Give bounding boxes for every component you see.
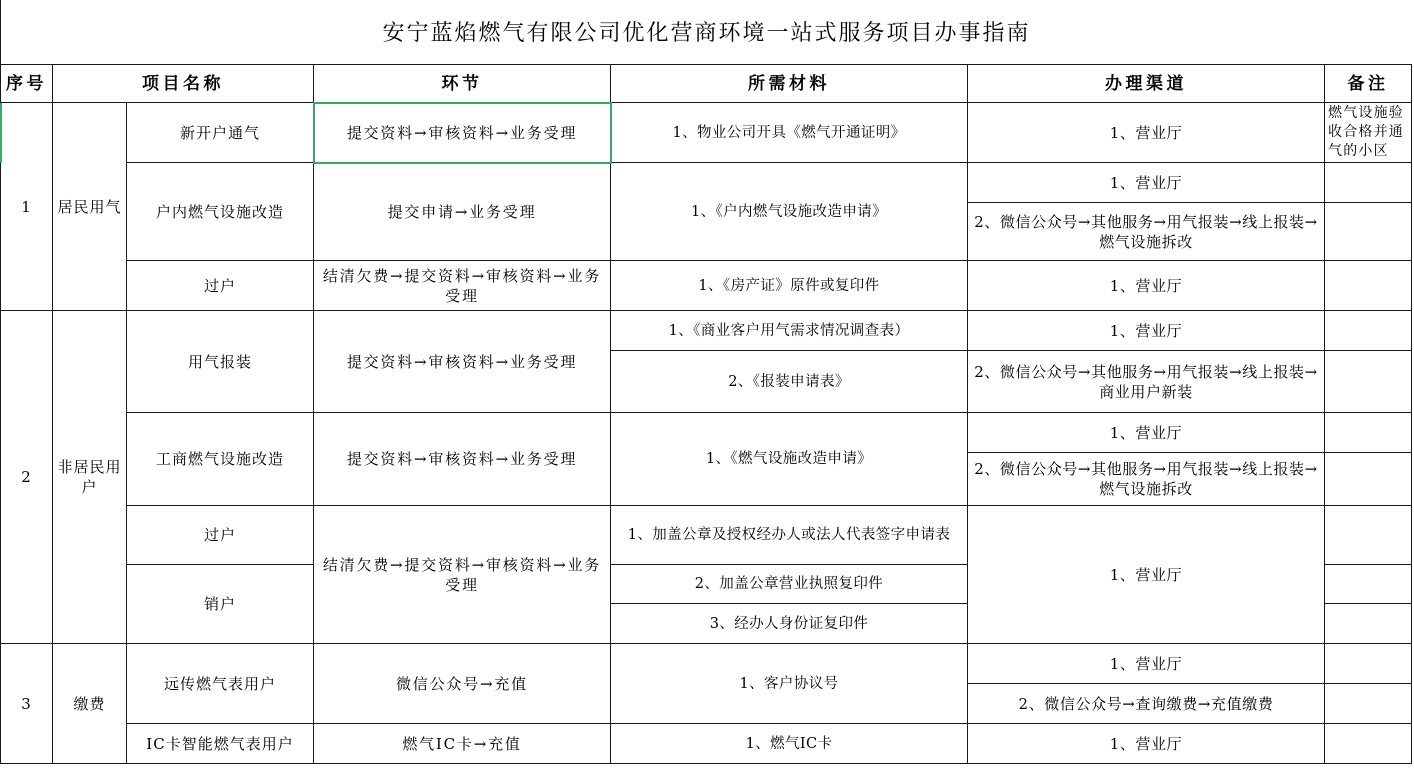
item-name-cell[interactable]: 过户 bbox=[127, 261, 314, 311]
item-remark-cell[interactable] bbox=[1325, 453, 1412, 506]
item-materials-cell[interactable]: 1、《商业客户用气需求情况调查表） bbox=[611, 311, 968, 351]
item-remark-cell[interactable] bbox=[1325, 684, 1412, 724]
item-name-cell[interactable]: 户内燃气设施改造 bbox=[127, 163, 314, 261]
item-channel-cell[interactable]: 1、营业厅 bbox=[968, 261, 1325, 311]
item-channel-cell[interactable]: 1、营业厅 bbox=[968, 163, 1325, 203]
header-channel[interactable]: 办理渠道 bbox=[968, 64, 1325, 103]
item-name-cell[interactable]: 远传燃气表用户 bbox=[127, 644, 314, 724]
item-channel-cell[interactable]: 1、营业厅 bbox=[968, 506, 1325, 644]
header-project-name[interactable]: 项目名称 bbox=[53, 64, 314, 103]
item-materials-cell[interactable]: 1、加盖公章及授权经办人或法人代表签字申请表 bbox=[611, 506, 968, 565]
item-materials-cell[interactable]: 1、《房产证》原件或复印件 bbox=[611, 261, 968, 311]
item-channel-cell[interactable]: 2、微信公众号→查询缴费→充值缴费 bbox=[968, 684, 1325, 724]
item-channel-cell[interactable]: 1、营业厅 bbox=[968, 724, 1325, 764]
item-remark-cell[interactable] bbox=[1325, 351, 1412, 413]
item-remark-cell[interactable] bbox=[1325, 644, 1412, 684]
item-remark-cell[interactable] bbox=[1325, 203, 1412, 261]
title-cell[interactable]: 安宁蓝焰燃气有限公司优化营商环境一站式服务项目办事指南 bbox=[0, 0, 1412, 64]
item-channel-cell[interactable]: 1、营业厅 bbox=[968, 103, 1325, 163]
item-channel-cell[interactable]: 1、营业厅 bbox=[968, 413, 1325, 453]
item-materials-cell[interactable]: 3、经办人身份证复印件 bbox=[611, 604, 968, 644]
item-name-cell[interactable]: 销户 bbox=[127, 565, 314, 644]
header-materials[interactable]: 所需材料 bbox=[611, 64, 968, 103]
group-category-cell[interactable]: 缴费 bbox=[53, 644, 127, 764]
header-remark[interactable]: 备注 bbox=[1325, 64, 1412, 103]
group-category-cell[interactable]: 非居民用户 bbox=[53, 311, 127, 644]
item-materials-cell[interactable]: 1、燃气IC卡 bbox=[611, 724, 968, 764]
item-step-cell[interactable]: 提交资料→审核资料→业务受理 bbox=[314, 413, 611, 506]
item-materials-cell[interactable]: 1、物业公司开具《燃气开通证明》 bbox=[611, 103, 968, 163]
item-remark-cell[interactable]: 燃气设施验收合格并通气的小区 bbox=[1325, 103, 1412, 163]
item-channel-cell[interactable]: 1、营业厅 bbox=[968, 644, 1325, 684]
item-channel-cell[interactable]: 1、营业厅 bbox=[968, 311, 1325, 351]
group-index-cell[interactable]: 2 bbox=[0, 311, 53, 644]
group-index-cell[interactable]: 1 bbox=[0, 103, 53, 311]
item-name-cell[interactable]: 用气报装 bbox=[127, 311, 314, 413]
item-remark-cell[interactable] bbox=[1325, 163, 1412, 203]
item-channel-cell[interactable]: 2、微信公众号→其他服务→用气报装→线上报装→燃气设施拆改 bbox=[968, 453, 1325, 506]
item-name-cell[interactable]: 过户 bbox=[127, 506, 314, 565]
item-name-cell[interactable]: 新开户通气 bbox=[127, 103, 314, 163]
item-step-cell[interactable]: 提交资料→审核资料→业务受理 bbox=[314, 311, 611, 413]
item-materials-cell[interactable]: 1、《燃气设施改造申请》 bbox=[611, 413, 968, 506]
item-materials-cell[interactable]: 1、客户协议号 bbox=[611, 644, 968, 724]
item-remark-cell[interactable] bbox=[1325, 506, 1412, 565]
item-remark-cell[interactable] bbox=[1325, 565, 1412, 604]
row-selection-indicator bbox=[0, 103, 2, 163]
item-name-cell[interactable]: IC卡智能燃气表用户 bbox=[127, 724, 314, 764]
header-index[interactable]: 序号 bbox=[0, 64, 53, 103]
item-remark-cell[interactable] bbox=[1325, 413, 1412, 453]
item-materials-cell[interactable]: 2、加盖公章营业执照复印件 bbox=[611, 565, 968, 604]
item-step-cell[interactable]: 微信公众号→充值 bbox=[314, 644, 611, 724]
item-remark-cell[interactable] bbox=[1325, 724, 1412, 764]
item-step-cell[interactable]: 结清欠费→提交资料→审核资料→业务受理 bbox=[314, 261, 611, 311]
item-step-cell[interactable]: 燃气IC卡→充值 bbox=[314, 724, 611, 764]
group-category-cell[interactable]: 居民用气 bbox=[53, 103, 127, 311]
item-step-cell[interactable]: 结清欠费→提交资料→审核资料→业务受理 bbox=[314, 506, 611, 644]
item-materials-cell[interactable]: 1、《户内燃气设施改造申请》 bbox=[611, 163, 968, 261]
item-name-cell[interactable]: 工商燃气设施改造 bbox=[127, 413, 314, 506]
group-index-cell[interactable]: 3 bbox=[0, 644, 53, 764]
item-channel-cell[interactable]: 2、微信公众号→其他服务→用气报装→线上报装→商业用户新装 bbox=[968, 351, 1325, 413]
item-channel-cell[interactable]: 2、微信公众号→其他服务→用气报装→线上报装→燃气设施拆改 bbox=[968, 203, 1325, 261]
item-remark-cell[interactable] bbox=[1325, 604, 1412, 644]
header-step[interactable]: 环节 bbox=[314, 64, 611, 103]
item-remark-cell[interactable] bbox=[1325, 311, 1412, 351]
item-step-cell[interactable]: 提交资料→审核资料→业务受理 bbox=[314, 103, 611, 163]
item-materials-cell[interactable]: 2、《报装申请表》 bbox=[611, 351, 968, 413]
item-remark-cell[interactable] bbox=[1325, 261, 1412, 311]
item-step-cell[interactable]: 提交申请→业务受理 bbox=[314, 163, 611, 261]
